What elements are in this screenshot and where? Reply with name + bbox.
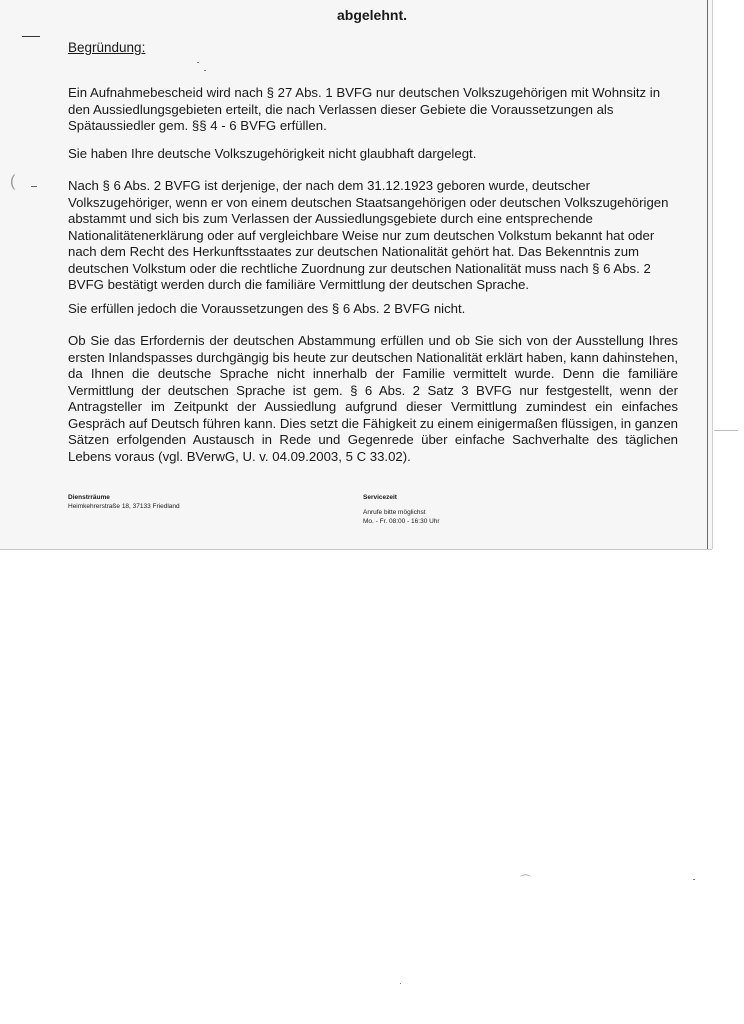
margin-mark xyxy=(31,186,37,187)
paragraph-legal-definition: Nach § 6 Abs. 2 BVFG ist derjenige, der nach dem 31.12.1923 geboren wurde, deutscher Volkszugehöriger, wenn er von einem deutschen Staatsangehörigen oder deutschen Volkszugehörigen abstammt und sich bis zum Verlassen der Aussiedlungsgebiete durch eine entsprechende Nationalitätenerklärung oder auf vergleichbare Weise nur zum deutschen Volkstum bekannt hat oder nach dem Recht des Herkunftsstaates zur deutschen Nationalität gehört hat. Das Bekenntnis zum deutschen Volkstum oder die rechtliche Zuordnung zur deutschen Nationalität muss nach § 6 Abs. 2 BVFG bestätigt werden durch die familiäre Vermittlung der deutschen Sprache. xyxy=(68,178,669,292)
service-label: Servicezeit xyxy=(363,494,397,501)
paragraph-not-credible: Sie haben Ihre deutsche Volkszugehörigkeit nicht glaubhaft dargelegt. xyxy=(68,146,477,161)
office-address: Heimkehrerstraße 18, 37133 Friedland xyxy=(68,503,180,510)
decision-heading: abgelehnt. xyxy=(336,7,407,23)
scan-speck xyxy=(204,70,206,71)
scan-speck xyxy=(400,983,401,984)
footer-service xyxy=(363,493,440,526)
punch-hole-mark: ( xyxy=(10,173,16,190)
service-note: Anrufe bitte möglichst xyxy=(363,509,426,516)
page-edge-line xyxy=(707,0,708,549)
scan-artifact: ⌒ xyxy=(520,875,531,887)
service-hours: Mo. - Fr. 08:00 - 16:30 Uhr xyxy=(363,518,440,525)
footer-office xyxy=(68,493,180,511)
scan-speck xyxy=(197,62,199,63)
margin-mark xyxy=(22,36,40,37)
office-label: Dienstrräume xyxy=(68,494,110,501)
paragraph-admission: Ein Aufnahmebescheid wird nach § 27 Abs. 1 BVFG nur deutschen Volkszugehörigen mit Wohnsitz in den Aussiedlungsgebieten erteilt, die nach Verlassen dieser Gebiete die Voraussetzungen als Spätaussiedler gem. §§ 4 - 6 BVFG erfüllen. xyxy=(68,85,661,133)
scan-speck xyxy=(693,879,695,880)
paragraph-language-reason: Ob Sie das Erfordernis der deutschen Abstammung erfüllen und ob Sie sich von der Ausstellung Ihres ersten Inlandspasses durchgängig bis heute zur deutschen Nationalität erklärt haben, kann dahinstehen, da Ihnen die deutsche Sprache nicht innerhalb der Familie vermittelt wurde. Denn die familiäre Vermittlung der deutschen Sprache ist gem. § 6 Abs. 2 Satz 3 BVFG nur festgestellt, wenn der Antragsteller im Zeitpunkt der Aussiedlung aufgrund dieser Vermittlung zumindest ein einfaches Gespräch auf Deutsch führen kann. Dies setzt die Fähigkeit zu einem einigermaßen flüssigen, in ganzen Sätzen erfolgenden Austausch in Rede und Gegenrede über einfache Sachverhalte des täglichen Lebens voraus (vgl. BVerwG, U. v. 04.09.2003, 5 C 33.02). xyxy=(68,333,678,464)
page-edge-stub xyxy=(714,430,738,431)
reason-label: Begründung: xyxy=(68,40,146,55)
paragraph-requirements-not-met: Sie erfüllen jedoch die Voraussetzungen des § 6 Abs. 2 BVFG nicht. xyxy=(68,301,466,316)
page-edge-shadow xyxy=(712,0,713,549)
